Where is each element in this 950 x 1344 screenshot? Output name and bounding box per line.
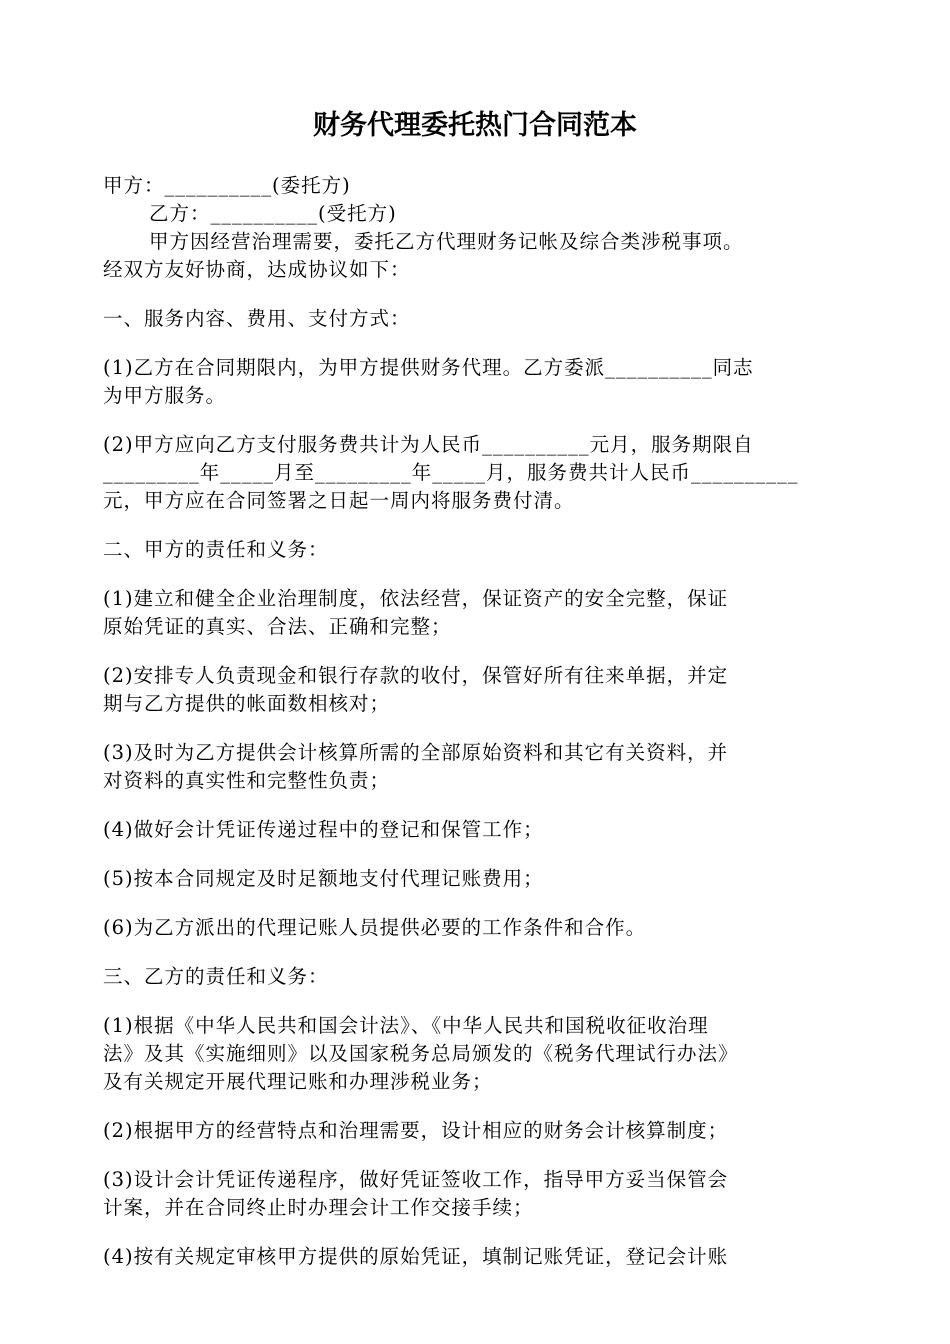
clause-line: (1)建立和健全企业治理制度，依法经营，保证资产的安全完整，保证	[103, 587, 729, 610]
clause-line: (2)安排专人负责现金和银行存款的收付，保管好所有往来单据，并定	[103, 664, 729, 687]
clause-line: (6)为乙方派出的代理记账人员提供必要的工作条件和合作。	[103, 916, 647, 939]
document-title: 财务代理委托热门合同范本	[313, 110, 637, 141]
clause-line: 原始凭证的真实、合法、正确和完整；	[103, 615, 452, 638]
clause-line: 法》及其《实施细则》以及国家税务总局颁发的《税务代理试行办法》	[103, 1042, 739, 1065]
clause-line: (1)乙方在合同期限内，为甲方提供财务代理。乙方委派__________同志	[103, 356, 754, 379]
clause-line: 及有关规定开展代理记账和办理涉税业务；	[103, 1070, 493, 1093]
clause-line: (1)根据《中华人民共和国会计法》、《中华人民共和国税收征收治理	[103, 1014, 709, 1037]
clause-line: (3)设计会计凭证传递程序，做好凭证签收工作，指导甲方妥当保管会	[103, 1168, 729, 1191]
clause-line: (2)甲方应向乙方支付服务费共计为人民币__________元月，服务期限自	[103, 433, 754, 456]
clause-line: 期与乙方提供的帐面数相核对；	[103, 692, 391, 715]
party-a-line: 甲方：__________(委托方)	[103, 174, 351, 197]
clause-line: (2)根据甲方的经营特点和治理需要，设计相应的财务会计核算制度；	[103, 1119, 729, 1142]
paragraph-line: 经双方友好协商，达成协议如下：	[103, 258, 411, 281]
clause-line: 元，甲方应在合同签署之日起一周内将服务费付清。	[103, 489, 575, 512]
clause-line: 为甲方服务。	[103, 384, 227, 407]
clause-line: (3)及时为乙方提供会计核算所需的全部原始资料和其它有关资料，并	[103, 741, 729, 764]
clause-line: (4)做好会计凭证传递过程中的登记和保管工作；	[103, 818, 544, 841]
section-heading: 一、服务内容、费用、支付方式：	[103, 307, 411, 330]
clause-line: 对资料的真实性和完整性负责；	[103, 769, 391, 792]
clause-line: (4)按有关规定审核甲方提供的原始凭证，填制记账凭证，登记会计账	[103, 1245, 729, 1268]
document-body	[103, 172, 851, 1271]
paragraph-line: 甲方因经营治理需要，委托乙方代理财务记帐及综合类涉税事项。	[149, 230, 744, 253]
clause-line: (5)按本合同规定及时足额地支付代理记账费用；	[103, 867, 544, 890]
clause-line: 计案，并在合同终止时办理会计工作交接手续；	[103, 1196, 534, 1219]
party-b-line: 乙方：__________(受托方)	[149, 202, 397, 225]
section-heading: 三、乙方的责任和义务：	[103, 965, 329, 988]
section-heading: 二、甲方的责任和义务：	[103, 538, 329, 561]
clause-line: _________年_____月至_________年_____月，服务费共计人民币__________	[103, 461, 799, 484]
